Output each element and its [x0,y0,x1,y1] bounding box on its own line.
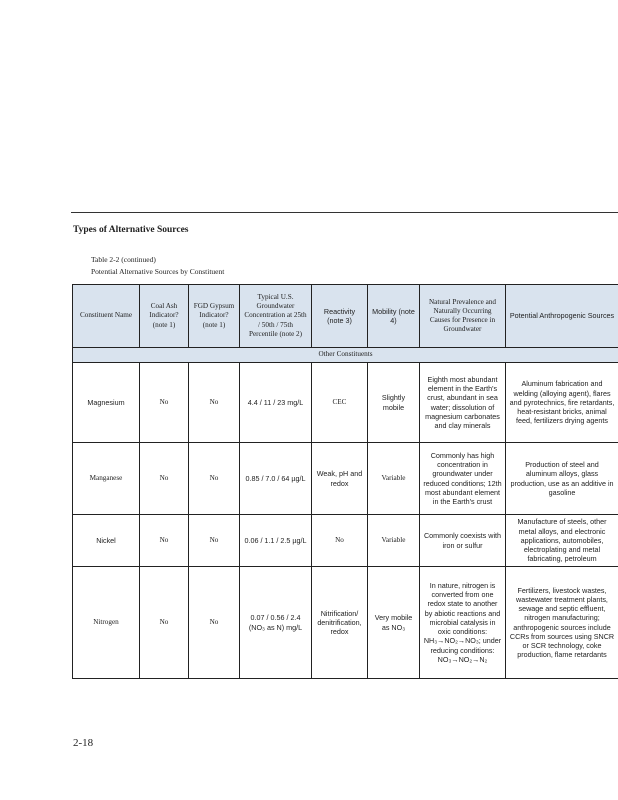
cell-fgd: No [189,515,240,567]
alternative-sources-table [72,284,618,679]
cell-concentration: 0.06 / 1.1 / 2.5 µg/L [240,515,312,567]
col-header-mobility: Mobility (note 4) [368,285,420,348]
section-title: Types of Alternative Sources [73,225,189,235]
cell-reactivity: CEC [312,363,368,443]
table-caption-title: Potential Alternative Sources by Constituent [91,267,225,276]
cell-reactivity: Nitrification/ denitrification, redox [312,567,368,679]
cell-coal-ash: No [140,567,189,679]
table-row [73,567,618,679]
cell-fgd: No [189,363,240,443]
header-rule [71,212,618,213]
table-row [73,443,618,515]
cell-name: Nickel [73,515,140,567]
cell-natural: Eighth most abundant element in the Earth's crust, abundant in sea water; dissolution of magnesium carbonates and clay minerals [420,363,506,443]
col-header-natural: Natural Prevalence and Naturally Occurring Causes for Presence in Groundwater [420,285,506,348]
cell-anthropogenic: Manufacture of steels, other metal alloys, and electronic applications, automobiles, electroplating and metal fabricating, petroleum [506,515,618,567]
cell-name: Nitrogen [73,567,140,679]
cell-anthropogenic: Fertilizers, livestock wastes, wastewater treatment plants, sewage and septic effluent, nitrogen manufacturing; anthropogenic sources include CCRs from sources using SNCR or SCR technology, coke production, flame retardants [506,567,618,679]
cell-mobility: Very mobile as NO₃ [368,567,420,679]
col-header-anthropogenic: Potential Anthropogenic Sources [506,285,618,348]
col-header-coal-ash: Coal Ash Indicator? (note 1) [140,285,189,348]
cell-coal-ash: No [140,363,189,443]
cell-reactivity: Weak, pH and redox [312,443,368,515]
group-row [73,348,618,363]
table-row [73,515,618,567]
cell-concentration: 4.4 / 11 / 23 mg/L [240,363,312,443]
cell-natural: In nature, nitrogen is converted from one redox state to another by abiotic reactions and microbial catalysis in oxic conditions: NH₃→NO₂→NO₃; under reducing conditions: NO₃→NO₂→N₂ [420,567,506,679]
cell-mobility: Variable [368,515,420,567]
cell-mobility: Slightly mobile [368,363,420,443]
cell-natural: Commonly has high concentration in groundwater under reduced conditions; 12th most abundant element in the Earth's crust [420,443,506,515]
cell-concentration: 0.85 / 7.0 / 64 µg/L [240,443,312,515]
cell-name: Manganese [73,443,140,515]
group-label: Other Constituents [73,348,618,363]
cell-reactivity: No [312,515,368,567]
col-header-concentration: Typical U.S. Groundwater Concentration at 25th / 50th / 75th Percentile (note 2) [240,285,312,348]
cell-coal-ash: No [140,443,189,515]
cell-natural: Commonly coexists with iron or sulfur [420,515,506,567]
cell-anthropogenic: Production of steel and aluminum alloys, glass production, use as an additive in gasoline [506,443,618,515]
col-header-reactivity: Reactivity (note 3) [312,285,368,348]
page-number: 2-18 [73,737,94,749]
cell-anthropogenic: Aluminum fabrication and welding (alloying agent), flares and pyrotechnics, fire retardants, heat-resistant bricks, animal feed, fertilizers drying agents [506,363,618,443]
cell-coal-ash: No [140,515,189,567]
table-row [73,363,618,443]
table-caption-number: Table 2-2 (continued) [91,255,156,264]
col-header-constituent: Constituent Name [73,285,140,348]
cell-mobility: Variable [368,443,420,515]
cell-fgd: No [189,443,240,515]
col-header-fgd: FGD Gypsum Indicator? (note 1) [189,285,240,348]
cell-name: Magnesium [73,363,140,443]
cell-concentration: 0.07 / 0.56 / 2.4 (NO₃ as N) mg/L [240,567,312,679]
cell-fgd: No [189,567,240,679]
table-header-row [73,285,618,348]
